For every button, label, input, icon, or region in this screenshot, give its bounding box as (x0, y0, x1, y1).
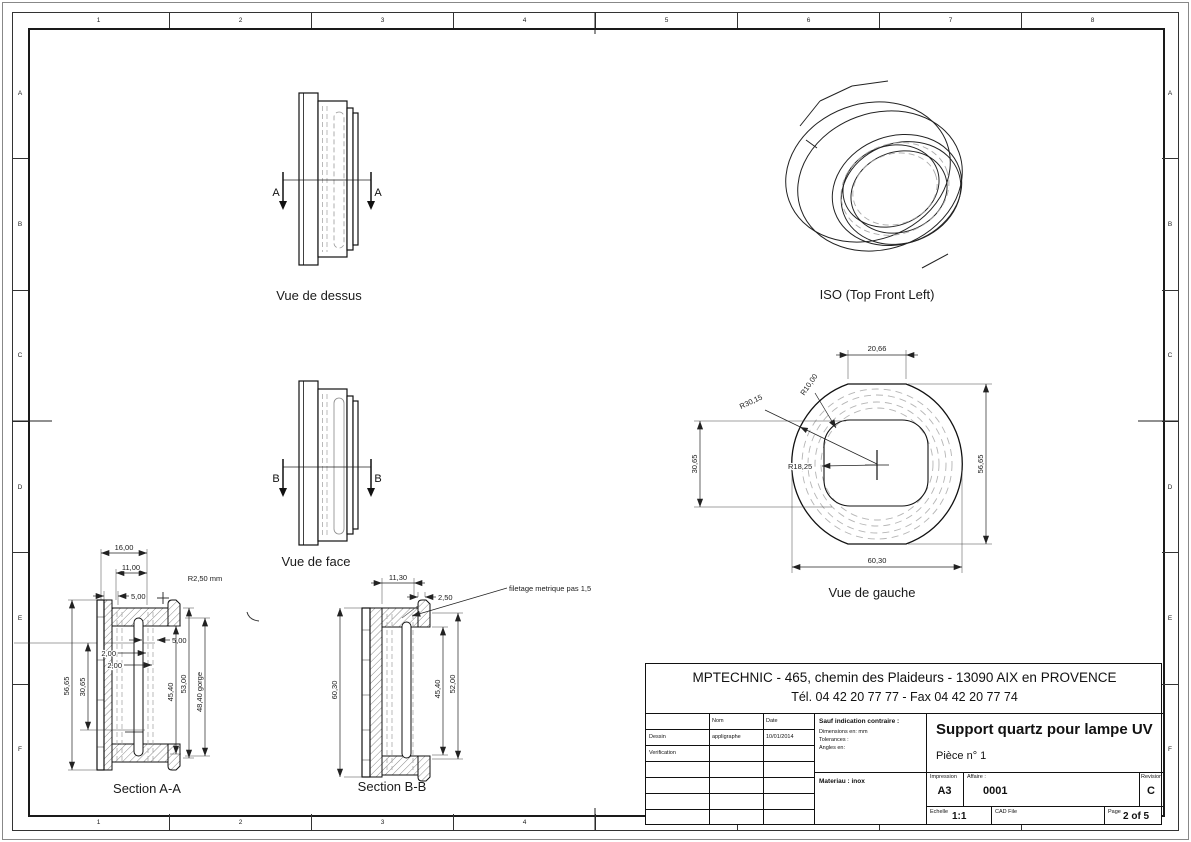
section-b-view (330, 573, 591, 794)
notes-angles: Angles en: (819, 745, 845, 751)
cad-file-label: CAD File (995, 809, 1018, 815)
affaire-label: Affaire : (967, 774, 986, 780)
zone-col: 8 (1021, 12, 1163, 28)
row-dessin-date: 10/01/2014 (766, 734, 794, 740)
zone-col: 4 (453, 814, 595, 830)
view-caption: Section B-B (357, 779, 427, 794)
row-dessin-label: Dessin (649, 734, 666, 740)
dim-label: 30,65 (690, 454, 699, 474)
zone-row: B (12, 158, 28, 289)
zone-col: 4 (453, 12, 595, 28)
dim-label: 60,30 (330, 680, 339, 700)
dim-label: 45,40 (166, 682, 175, 702)
revision-value: C (1147, 785, 1155, 797)
impression-value: A3 (937, 785, 952, 797)
zone-col: 1 (96, 16, 101, 24)
section-letter-a: A (272, 187, 280, 199)
zone-row: D (12, 421, 28, 552)
dim-label: R10,00 (798, 372, 820, 398)
zone-row: F (1162, 684, 1178, 815)
section-letter-b: B (374, 473, 382, 485)
zone-col: 5 (595, 12, 737, 28)
dim-label: 30,65 (78, 677, 87, 697)
iso-view (766, 79, 982, 302)
dim-label: R2,50 mm (187, 574, 223, 583)
zone-row: D (1162, 421, 1178, 552)
title-block (645, 663, 1162, 825)
notes-tolerances: Tolerances : (819, 737, 849, 743)
page-value: 2 of 5 (1123, 811, 1150, 822)
company-phone: Tél. 04 42 20 77 77 - Fax 04 42 20 77 74 (791, 690, 1018, 704)
dim-label: 45,40 (433, 679, 442, 699)
zone-row: E (12, 552, 28, 683)
view-caption: Vue de gauche (828, 585, 916, 600)
zone-col: 2 (169, 814, 311, 830)
view-caption: ISO (Top Front Left) (819, 287, 935, 302)
dim-label: 52,00 (448, 674, 457, 694)
zone-row: C (12, 290, 28, 421)
gauche-dimensions (690, 344, 992, 573)
dim-label: 2,00 (107, 661, 122, 670)
dim-label: 53,00 (179, 674, 188, 694)
row-dessin-nom: appligraphe (712, 734, 741, 740)
dim-label: 20,66 (867, 344, 887, 353)
dim-label: R30,15 (738, 392, 764, 411)
section-a-dimensions (62, 543, 259, 770)
vue-de-dessus-view (272, 93, 382, 303)
affaire-value: 0001 (983, 785, 1008, 797)
company-address: MPTECHNIC - 465, chemin des Plaideurs - 13090 AIX en PROVENCE (692, 670, 1117, 685)
view-caption: Section A-A (113, 781, 181, 796)
col-header-date: Date (766, 718, 778, 724)
dim-label: 11,30 (388, 573, 408, 582)
thread-note: filetage metrique pas 1,5 (509, 584, 592, 593)
vue-de-gauche-view (690, 344, 992, 600)
zone-col: 1 (96, 818, 101, 826)
dim-label: 16,00 (114, 543, 134, 552)
notes-dimensions: Dimensions en: mm (819, 729, 868, 735)
dim-label: 5,00 (131, 592, 146, 601)
section-a-view (14, 543, 259, 796)
col-header-nom: Nom (712, 718, 724, 724)
view-caption: Vue de face (281, 554, 351, 569)
dim-label: 11,00 (121, 563, 141, 572)
view-caption: Vue de dessus (276, 288, 362, 303)
drawing-title: Support quartz pour lampe UV (936, 721, 1153, 738)
echelle-value: 1:1 (952, 811, 967, 822)
zone-row: A (1167, 89, 1173, 97)
zone-col: 2 (169, 12, 311, 28)
dim-label: 2,00 (101, 649, 116, 658)
dim-label: 2,50 (438, 593, 453, 602)
impression-label: Impression (930, 774, 957, 780)
zone-col: 6 (737, 12, 879, 28)
dim-label: 5,00 (172, 636, 187, 645)
page-label: Page (1108, 809, 1121, 815)
row-verification-label: Verification (649, 750, 676, 756)
zone-row: B (1162, 158, 1178, 289)
section-letter-a: A (374, 187, 382, 199)
material: Materiau : inox (819, 778, 865, 785)
zone-row: A (17, 89, 23, 97)
piece-number: Pièce n° 1 (936, 750, 987, 762)
dim-label: 60,30 (867, 556, 887, 565)
zone-row: C (1162, 290, 1178, 421)
revision-label: Revision (1141, 774, 1163, 780)
zone-row: F (12, 684, 28, 815)
zone-row: E (1162, 552, 1178, 683)
dim-label: 56,65 (976, 454, 985, 474)
dim-label: R18,25 (788, 462, 813, 471)
vue-de-face-view (272, 381, 381, 569)
section-letter-b: B (272, 473, 280, 485)
notes-title: Sauf indication contraire : (819, 718, 900, 725)
zone-col: 3 (311, 814, 453, 830)
dim-label: 56,65 (62, 676, 71, 696)
zone-col: 3 (311, 12, 453, 28)
echelle-label: Echelle (930, 809, 949, 815)
zone-col: 7 (879, 12, 1021, 28)
dim-label: 48,40 gorge (195, 671, 204, 713)
